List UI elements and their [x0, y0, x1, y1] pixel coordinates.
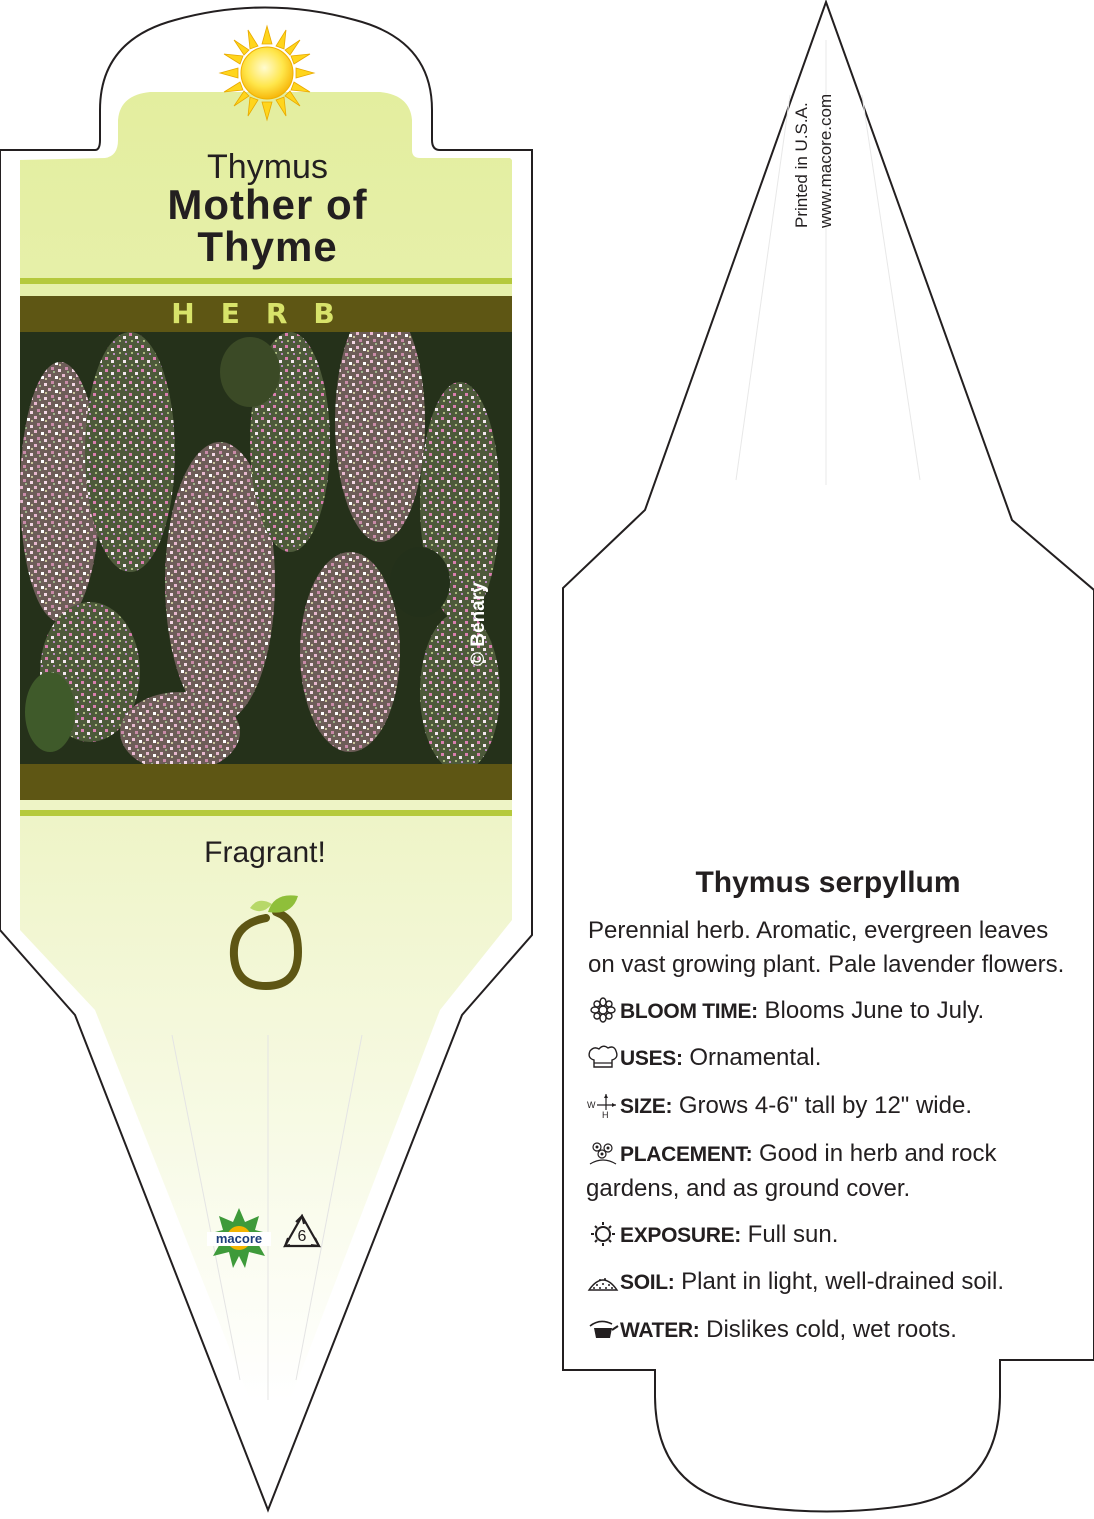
svg-text:W: W	[587, 1100, 596, 1110]
photo-credit: © Benary	[468, 582, 489, 666]
flower-icon	[586, 997, 620, 1023]
print-info	[790, 94, 838, 228]
soil-value: Plant in light, well-drained soil.	[681, 1268, 1004, 1295]
macore-brand-logo	[205, 1208, 273, 1270]
species-name: Thymus serpyllum	[695, 866, 961, 899]
photo-bottom-band	[20, 764, 512, 800]
attribute-size	[586, 1089, 1071, 1124]
attribute-exposure	[586, 1218, 1071, 1253]
cultivar-name-line1: Mother of	[167, 181, 368, 228]
tagline: Fragrant!	[204, 836, 326, 869]
category-banner	[20, 296, 512, 332]
macore-leaf-logo	[228, 890, 304, 990]
water-value: Dislikes cold, wet roots.	[706, 1316, 957, 1343]
watering-can-icon	[586, 1316, 620, 1342]
brand-name: macore	[207, 1232, 271, 1246]
category-label: HERB	[171, 297, 361, 330]
attribute-water	[586, 1313, 1071, 1348]
size-value: Grows 4-6" tall by 12" wide.	[678, 1092, 972, 1119]
size-arrows-icon	[586, 1092, 620, 1118]
website: www.macore.com	[816, 93, 835, 228]
recycle-symbol	[282, 1212, 322, 1252]
exposure-label: EXPOSURE:	[620, 1224, 741, 1247]
plant-description: Perennial herb. Aromatic, evergreen leaves on vast growing plant. Pale lavender flowers.	[588, 917, 1065, 978]
exposure-value: Full sun.	[747, 1221, 839, 1248]
printed-in: Printed in U.S.A.	[792, 102, 811, 228]
soil-label: SOIL:	[620, 1271, 675, 1294]
uses-value: Ornamental.	[689, 1044, 822, 1071]
uses-label: USES:	[620, 1047, 683, 1070]
cultivar-name-line2: Thyme	[197, 223, 338, 270]
size-label: SIZE:	[620, 1095, 673, 1118]
water-label: WATER:	[620, 1319, 700, 1342]
cultivar-name	[100, 181, 435, 270]
bloom-time-value: Blooms June to July.	[764, 997, 985, 1024]
placement-value: Good in herb and rock gardens, and as ground cover.	[586, 1140, 997, 1202]
garden-icon	[586, 1140, 620, 1166]
attribute-uses	[586, 1041, 1071, 1076]
attribute-bloom-time	[586, 994, 1071, 1029]
sun-icon	[218, 24, 316, 122]
svg-text:H: H	[602, 1110, 609, 1118]
attribute-soil	[586, 1265, 1071, 1300]
bloom-time-label: BLOOM TIME:	[620, 1000, 758, 1023]
sun-outline-icon	[586, 1221, 620, 1247]
soil-icon	[586, 1268, 620, 1294]
placement-label: PLACEMENT:	[620, 1143, 753, 1166]
chef-hat-icon	[586, 1044, 620, 1070]
thyme-flowers-image	[20, 332, 512, 764]
plant-photo	[20, 332, 512, 764]
recycle-code: 6	[297, 1228, 307, 1245]
attribute-placement	[586, 1137, 1071, 1206]
genus-name: Thymus	[207, 148, 328, 186]
